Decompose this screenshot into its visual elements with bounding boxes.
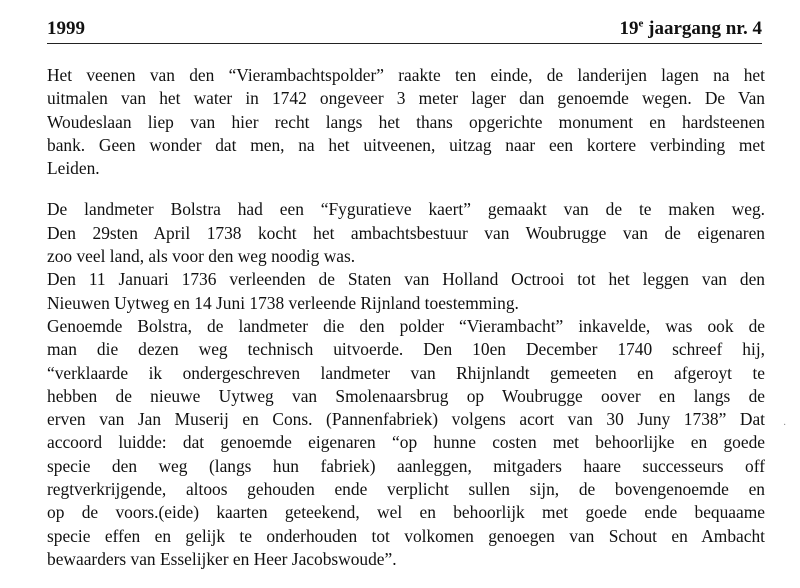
- text-line: bank. Geen wonder dat men, na het uitveenen, uitzag naar een kortere verbinding met: [47, 134, 765, 155]
- text-line: bewaarders van Esselijker en Heer Jacobswoude”.: [47, 548, 397, 569]
- paragraph-1: [47, 64, 765, 180]
- text-line: specie den weg (langs hun fabriek) aanleggen, mitgaders haare successeurs off: [47, 455, 765, 476]
- text-line: specie effen en gelijk te onderhouden tot volkomen genoegen van Schout en Ambacht: [47, 525, 765, 546]
- paragraph-gap: [47, 180, 765, 198]
- issue-label: jaargang nr. 4: [643, 18, 762, 39]
- paragraph-2: [47, 198, 765, 571]
- text-line: hebben de nieuwe Uytweg van Smolenaarsbrug op Woubrugge oover en langs de: [47, 385, 765, 406]
- text-line: uitmalen van het water in 1742 ongeveer 3 meter lager dan genoemde wegen. De Van: [47, 88, 765, 109]
- text-line: regtverkrijgende, altoos gehouden ende verplicht sullen sijn, de bovengenoemde en: [47, 479, 765, 500]
- header-rule: [47, 43, 762, 44]
- text-line: erven van Jan Muserij en Cons. (Pannenfabriek) volgens acort van 30 Juny 1738” Dat: [47, 409, 765, 430]
- text-line: op de voors.(eide) kaarten geteekend, wel en behoorlijk met goede ende bequaame: [47, 502, 765, 523]
- text-line: “verklaarde ik ondergeschreven landmeter van Rhijnlandt gemeeten en afgeroyt te: [47, 362, 765, 383]
- text-line: Het veenen van den “Vierambachtspolder” raakte ten einde, de landerijen lagen na het: [47, 65, 765, 85]
- text-line: De landmeter Bolstra had een “Fyguratieve kaert” gemaakt van de te maken weg.: [47, 199, 765, 220]
- text-line: Woudeslaan liep van hier recht langs het thans opgerichte monument en hardsteenen: [47, 111, 765, 132]
- issue-number: 19: [619, 18, 639, 39]
- text-line: zoo veel land, als voor den weg noodig was.: [47, 246, 356, 267]
- issue-ordinal-suffix: e: [638, 17, 644, 30]
- page-header: [47, 14, 762, 44]
- text-line: Nieuwen Uytweg en 14 Juni 1738 verleende Rijnland toestemming.: [47, 292, 519, 313]
- header-issue: [620, 18, 762, 40]
- text-line: Leiden.: [47, 158, 100, 179]
- text-line: man die dezen weg technisch uitvoerde. Den 10en December 1740 schreef hij,: [47, 339, 765, 360]
- text-line: Den 29sten April 1738 kocht het ambachtsbestuur van Woubrugge van de eigenaren: [47, 222, 765, 243]
- article-body: [47, 64, 765, 571]
- text-line: Genoemde Bolstra, de landmeter die den polder “Vierambacht” inkavelde, was ook de: [47, 315, 765, 336]
- header-year: 1999: [47, 18, 85, 39]
- text-line: Den 11 Januari 1736 verleenden de Staten van Holland Octrooi tot het leggen van den: [47, 269, 765, 290]
- scan-speck: ·: [783, 420, 787, 431]
- text-line: accoord luidde: dat genoemde eigenaren “op hunne costen met behoorlijke en goede: [47, 432, 765, 453]
